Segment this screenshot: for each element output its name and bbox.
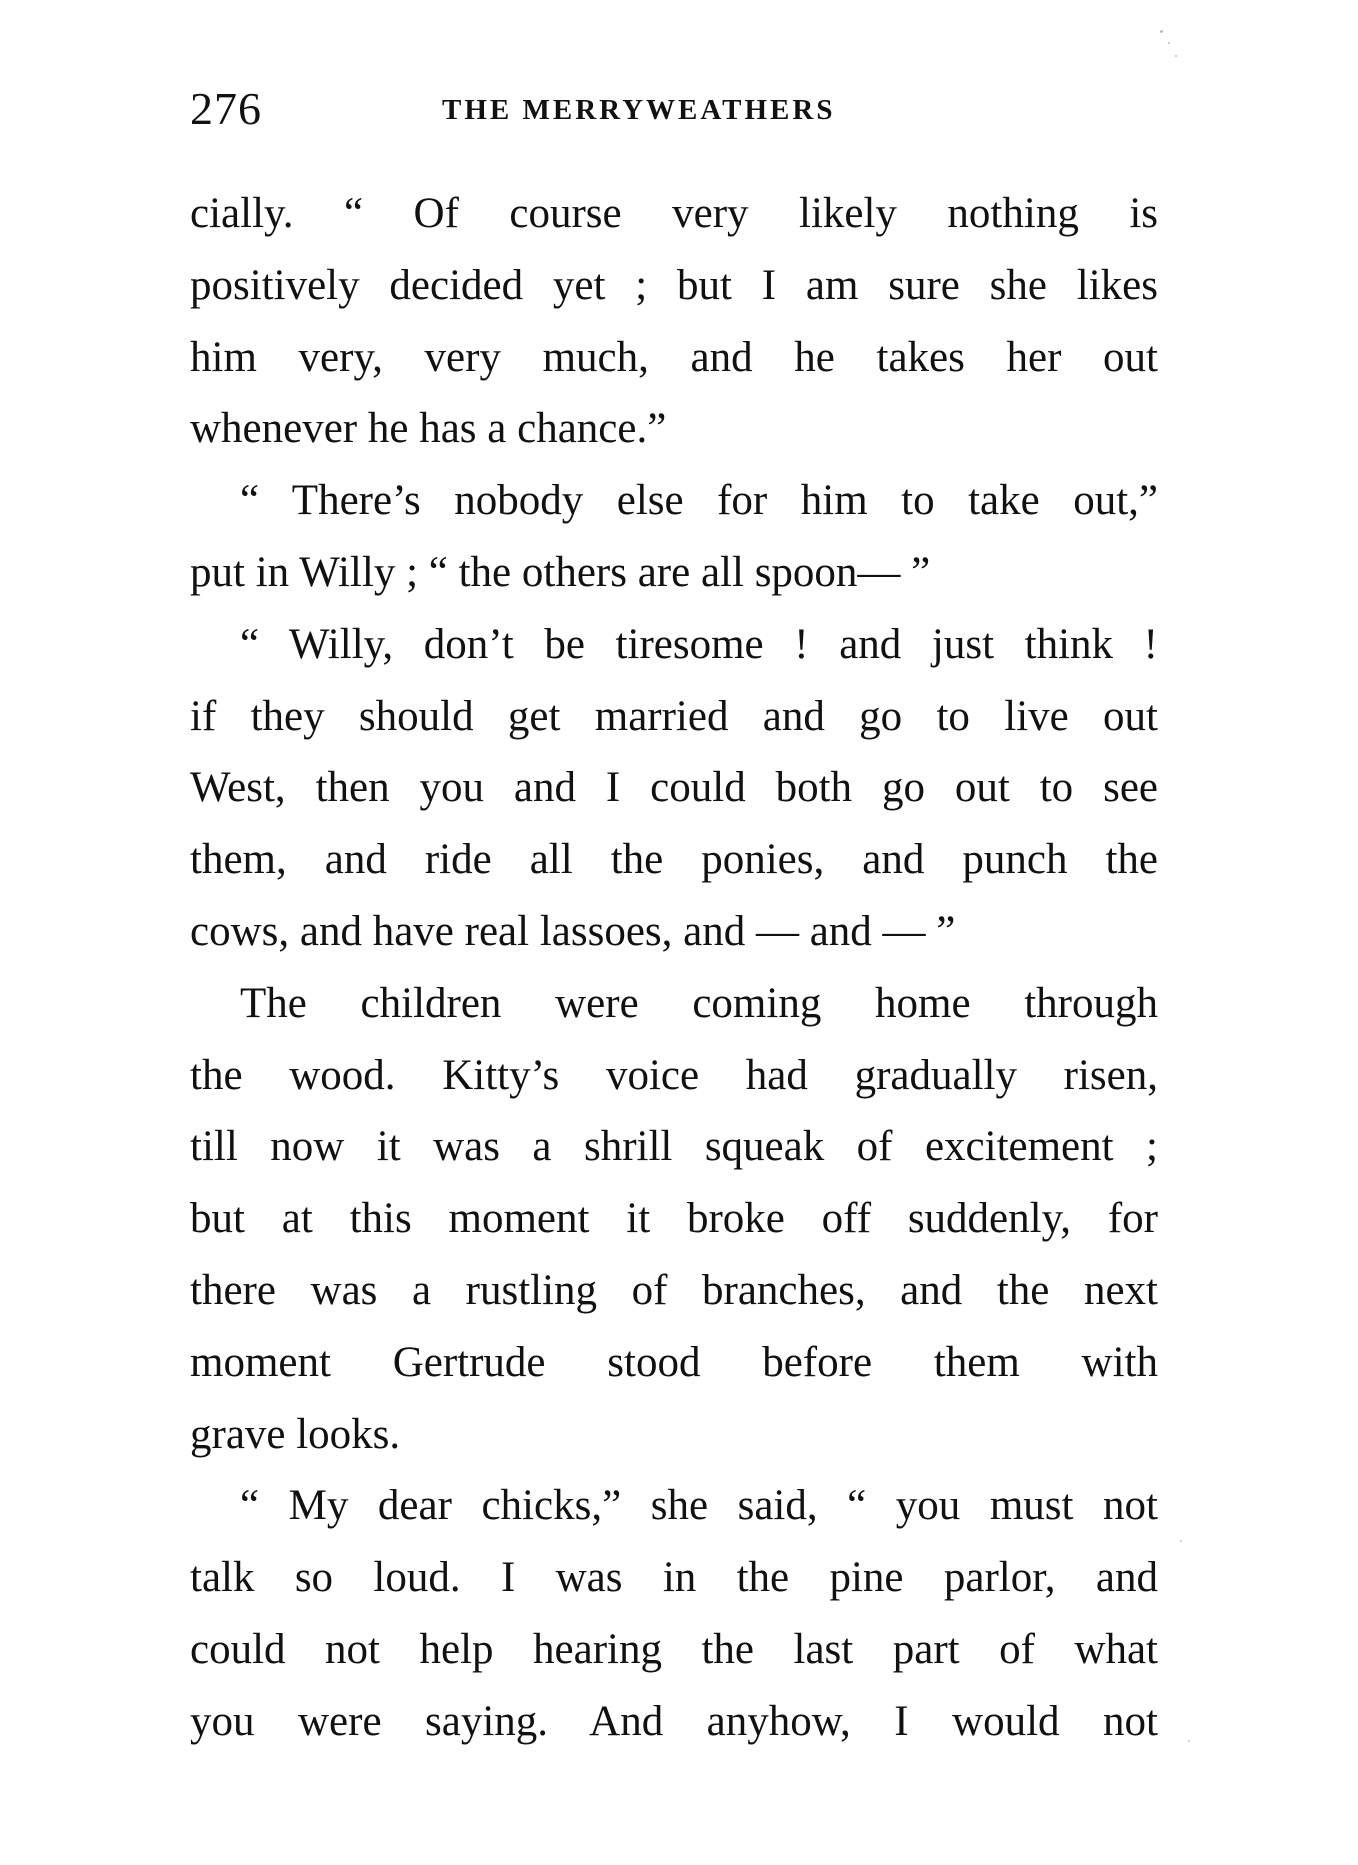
text-line: whenever he has a chance.” [190,405,667,453]
text-line: them, and ride all the ponies, and punch the [190,836,1158,884]
text-line: “ There’s nobody else for him to take out,” [240,477,1158,525]
text-line: The children were coming home through [240,979,1158,1027]
text-line: till now it was a shrill squeak of excitement ; [190,1123,1158,1171]
running-title: THE MERRYWEATHERS [442,94,836,126]
text-line: “ My dear chicks,” she said, “ you must not [240,1482,1158,1530]
scan-speck [1188,1740,1190,1742]
text-line: cially. “ Of course very likely nothing is [190,190,1158,237]
text-line: if they should get married and go to live out [190,692,1158,740]
page-header [190,82,1160,142]
text-line: talk so loud. I was in the pine parlor, and [190,1554,1158,1602]
scan-speck [1180,1540,1182,1542]
text-line: could not help hearing the last part of what [190,1625,1158,1673]
text-line: grave looks. [190,1410,401,1458]
text-line: moment Gertrude stood before them with [190,1338,1158,1386]
scan-speck [1168,42,1170,44]
text-line: West, then you and I could both go out to see [190,764,1158,812]
text-line: him very, very much, and he takes her out [190,333,1158,381]
text-line: but at this moment it broke off suddenly, for [190,1195,1158,1243]
text-line: there was a rustling of branches, and the next [190,1266,1158,1314]
text-line: put in Willy ; “ the others are all spoon— ” [190,548,931,596]
body-text [190,178,1158,1758]
text-line: you were saying. And anyhow, I would not [190,1697,1158,1745]
text-line: the wood. Kitty’s voice had gradually risen, [190,1051,1158,1099]
text-line: “ Willy, don’t be tiresome ! and just think ! [240,620,1158,668]
scan-speck [1160,30,1163,33]
text-line: cows, and have real lassoes, and — and — ” [190,907,956,955]
page-number: 276 [190,83,262,134]
scan-speck [1175,55,1177,57]
text-line: positively decided yet ; but I am sure she likes [190,261,1158,309]
